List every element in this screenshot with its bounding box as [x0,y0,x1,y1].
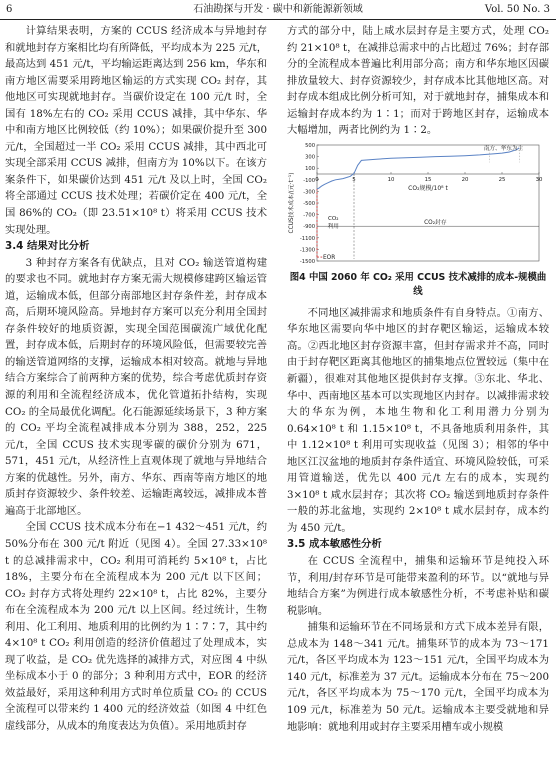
plot-frame [317,145,539,261]
y-tick-label: -100 [303,177,315,184]
section-heading: 3.5 成本敏感性分析 [287,538,382,551]
y-tick-label: -900 [303,224,315,231]
paragraph: 捕集和运输环节在不同场景和方式下成本差异有限，总成本为 148～341 元/t。捕集环节的成本为 73～171 元/t，各区平均成本为 123～151 元/t，全国平均成本为 140 元/t，标准差为 37 元/t。运输成本分布在 75～200 元/t，各区平均成本为 75～170 元/t，全国平均成本为 109 元/t，标准差为 50 元/t。运输成本主要受就地和异地影响：就地利用或封存主要采用槽车或小规模 [287,621,549,733]
paragraph: 计算结果表明，方案的 CCUS 经济成本与异地封存和就地封存方案相比均有所降低，平均成本为 225 元/t，最高达到 451 元/t，平均输运距离达到 256 km，华东和南方地区需要采用跨地区输运的方式实现 CO₂ 封存，其他地区可实现就地封存。当碳价设定在 100 元/t 时，全国有 18%左右的 CO₂ 采用 CCUS 减排，其中华东、华中和南方地区比例较低（约 10%）；如果碳价提升至 300 元/t，全国超过一半 CO₂ 采用 CCUS 减排，其中西北可实现全部采用 CCUS 减排，但南方为 10%以下。在该方案条件下，如果碳价达到 451 元/t 及以上时，全国 CO₂ 将全部通过 CCUS 技术处理；若碳价定在 400 元/t，全国 86%的 CO₂（即 23.51×10⁸ t）将采用 CCUS 技术实现处理。 [5,25,267,236]
co2-use-label: 利用 [327,224,339,231]
left-column [5,23,267,735]
eor-label: EOR [323,254,336,261]
y-tick-label: -1300 [299,247,315,254]
x-tick-label: 20 [461,176,469,183]
figure-caption: 图4 中国 2060 年 CO₂ 采用 CCUS 技术减排的成本-规模曲线 [289,271,547,297]
y-tick-label: -300 [303,189,315,196]
y-tick-label: -1500 [299,258,315,265]
paragraph: 全国 CCUS 技术成本分布在−1 432～451 元/t，约 50%分布在 300 元/t 附近（见图 4）。全国 27.33×10⁸ t 的总减排需求中，CO₂ 利用可消耗约 5×10⁸ t，占比 18%，主要分布在全流程成本为 200 元/t 以下区间；CO₂ 封存方式将处理约 22×10⁸ t，占比 82%，主要分布在全流程成本为 200 元/t 以上区间。经过统计，生物利用、化工利用、地质利用的比例约为 1∶7∶7，其中约 4×10⁸ t CO₂ 利用创造的经济价值超过了处理成本，实现了收益，是 CO₂ 优先选择的减排方式，对应图 4 中纵坐标成本小于 0 的部分；3 种利用方式中，EOR 的经济效益最好，采用这种利用方式时单位质量 CO₂ 的 CCUS 全流程可以带来约 1 400 元的经济效益（如图 4 中红色虚线部分，从成本的角度表达为负值）。采用地质封存 [5,521,267,732]
south-east-label: 南方、华东为主 [483,145,524,152]
x-tick-label: 5 [352,176,356,183]
paragraph: 不同地区减排需求和地质条件有自身特点。①南方、华东地区需要向华中地区的封存靶区输运，运输成本较高。②西北地区封存资源丰富，但封存需求并不高，同时由于封存靶区距离其他地区的捕集地点位置较远（集中在新疆），很难对其他地区提供封存支撑。③东北、华北、华中、西南地区基本可以实现地区内封存。以减排需求较大的华东为例，本地生物和化工利用潜力分别为 0.64×10⁸ t 和 1.15×10⁸ t，不具备地质利用条件，其中 1.12×10⁸ t 利用可实现收益（见图 3）；相邻的华中地区江汉盆地的地质封存条件适宜、环境风险较低，可采用管道输送，优先以 400 元/t 左右的成本，实现约 3×10⁸ t 咸水层封存；其次将 CO₂ 输送到地质封存条件一般的苏北盆地，实现约 2×10⁸ t 咸水层封存，成本约为 450 元/t。 [287,306,549,534]
right-column [287,23,549,735]
paragraph: 方式的部分中，陆上咸水层封存是主要方式，处理 CO₂ 约 21×10⁸ t，在减排总需求中的占比超过 76%；封存部分的全流程成本普遍比利用部分高；南方和华东地区因碳排放量较大、封存资源较少，封存成本比其他地区高。对封存成本组成比例分析可知，对于就地封存，捕集成本和运输封存成本约为 1∶1；而对于跨地区封存，运输成本大幅增加，两者比例约为 1∶2。 [287,25,549,137]
section-heading: 3.4 结果对比分析 [5,240,90,253]
co2-storage-label: CO₂封存 [424,220,447,227]
cost-scale-chart [287,139,549,269]
chart-labels [287,143,543,265]
y-axis-title: CCUS技术成本/(元·t⁻¹) [289,172,295,234]
x-tick-label: 10 [387,176,395,183]
chart-svg [287,139,549,269]
chart-marks [317,148,539,259]
chart-axes [317,145,539,261]
y-tick-label: 300 [305,154,315,161]
cost-curve [317,148,519,189]
paragraph: 3 种封存方案各有优缺点，且对 CO₂ 输送管道构建的要求也不同。就地封存方案无需大规模修建跨区输运管道，运输成本低，但部分南部地区封存条件差，封存成本高，后期环境风险高。异地封存方案可以充分利用全国封存条件较好的地质资源，实现全国范围碳流广域优化配置，封存成本低，后期封存的环境风险低，但需要较完善的输送管道网络的支撑，运输成本相对较高。就地与异地结合方案综合了前两种方案的优势，综合考虑优质封存资源的利用和全流程经济成本，优化管道拓扑结构，实现 CO₂ 的全局最优化调配。化石能源延续场景下，3 种方案的 CO₂ 平均全流程减排成本分别为 388，252，225 元/t，全国 CCUS 技术实现零碳的碳价分别为 671，571，451 元/t，从经济性上直观体现了就地与异地结合方案的优越性。另外，南方、华东、西南等南方地区的地质封存资源较少、条件较差、运输距离较远，减排成本普遍高于北部地区。 [5,256,267,517]
x-tick-label: 25 [498,176,506,183]
page-header [0,0,556,20]
co2-use-label: CO₂ [327,216,339,223]
volume-info: Vol. 50 No. 3 [484,4,550,15]
journal-title: 石油勘探与开发 · 碳中和新能源新领域 [193,4,363,15]
x-tick-label: 15 [424,176,432,183]
page-number: 6 [6,4,13,15]
x-tick-label: 30 [535,176,543,183]
y-tick-label: -700 [303,212,315,219]
x-tick-label: 0 [315,176,319,183]
y-tick-label: 500 [305,142,315,149]
x-axis-title: CO₂规模/10⁸ t [408,184,448,192]
y-tick-label: 100 [305,166,315,173]
y-tick-label: -1100 [299,235,315,242]
paragraph: 在 CCUS 全流程中，捕集和运输环节是纯投入环节，利用/封存环节是可能带来盈利的环节。以“就地与异地结合方案”为例进行成本敏感性分析，不考虑补贴和碳税影响。 [287,555,549,617]
y-tick-label: -500 [303,200,315,207]
